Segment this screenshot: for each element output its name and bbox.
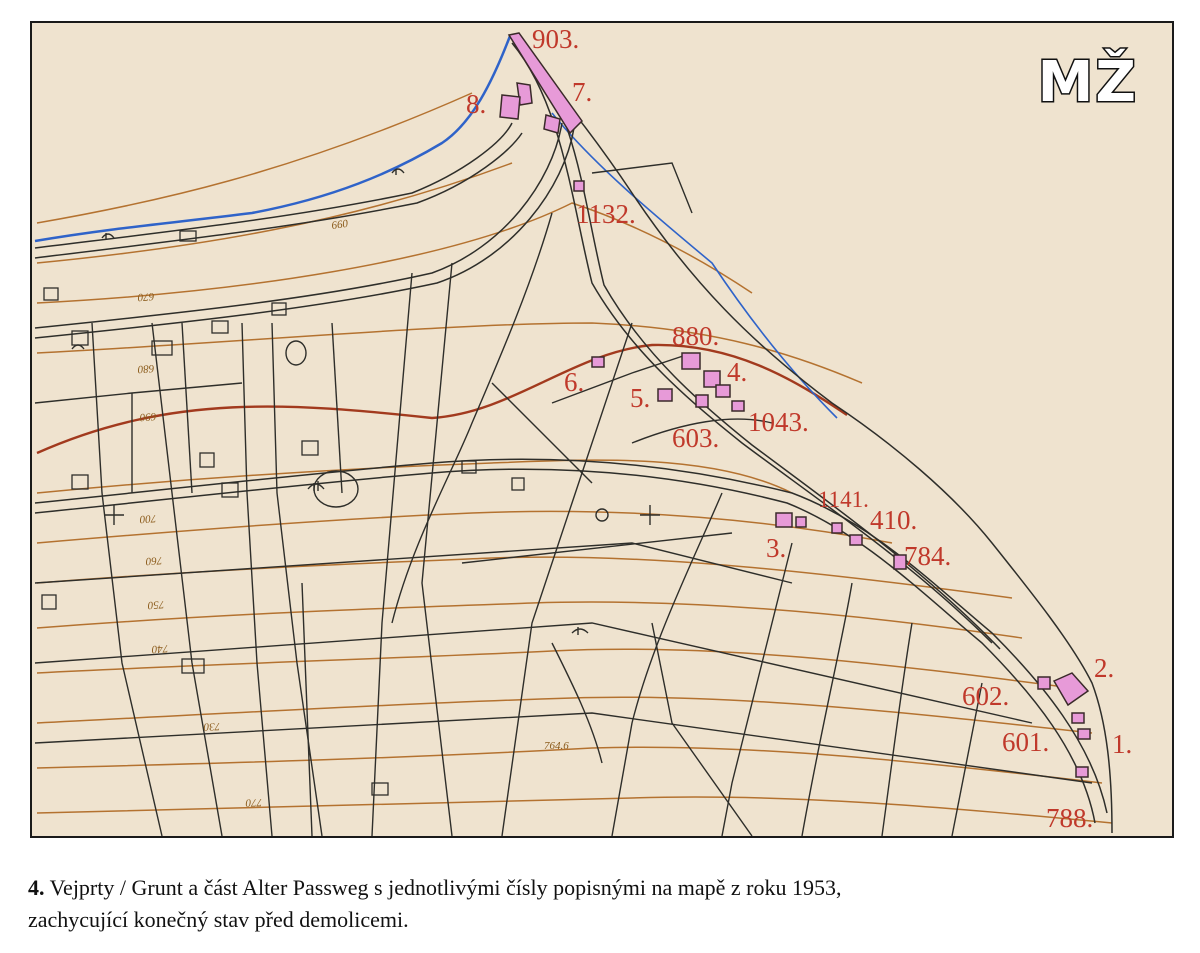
contour-label: 760 [145, 554, 163, 568]
caption-number: 4. [28, 875, 45, 900]
parcel-boundaries [35, 163, 1092, 836]
contour-label: 740 [151, 642, 169, 656]
house-number-880: 880. [672, 321, 720, 351]
house-number-6: 6. [564, 367, 585, 397]
house-number-7: 7. [572, 77, 593, 107]
house-number-410: 410. [870, 505, 918, 535]
house-number-903: 903. [532, 24, 580, 54]
contour-label: 770 [245, 796, 263, 809]
map-drawing [32, 23, 1172, 836]
caption-line-2: zachycující konečný stav před demolicemi. [28, 907, 409, 932]
house-number-601: 601. [1002, 727, 1050, 757]
contour-label: 700 [139, 512, 157, 526]
house-number-1141: 1141. [818, 487, 869, 512]
house-number-603: 603. [672, 423, 720, 453]
contour-label: 660 [330, 217, 349, 232]
contour-label: 690 [139, 410, 157, 424]
stream-branch [552, 113, 837, 418]
contour-label: 750 [147, 598, 165, 612]
house-number-788: 788. [1046, 803, 1094, 833]
contour-label: 730 [203, 720, 221, 733]
house-number-602: 602. [962, 681, 1010, 711]
house-number-784: 784. [904, 541, 952, 571]
house-number-4: 4. [727, 357, 748, 387]
contour-label: 670 [137, 290, 155, 304]
figure-caption [28, 872, 1178, 936]
house-number-1: 1. [1112, 729, 1133, 759]
caption-line-1: Vejprty / Grunt a část Alter Passweg s jednotlivými čísly popisnými na mapě z roku 1953, [49, 875, 842, 900]
cadastral-map [30, 21, 1174, 838]
house-number-3: 3. [766, 533, 787, 563]
house-number-1132: 1132. [576, 199, 636, 229]
contour-label: 764.6 [544, 740, 569, 752]
house-number-labels [466, 24, 1132, 833]
contour-label: 680 [137, 362, 155, 376]
house-number-5: 5. [630, 383, 651, 413]
watermark: MŽ [1037, 50, 1138, 115]
house-number-8: 8. [466, 89, 487, 119]
house-number-2: 2. [1094, 653, 1115, 683]
house-number-1043: 1043. [748, 407, 809, 437]
highlighted-buildings [500, 33, 1090, 777]
